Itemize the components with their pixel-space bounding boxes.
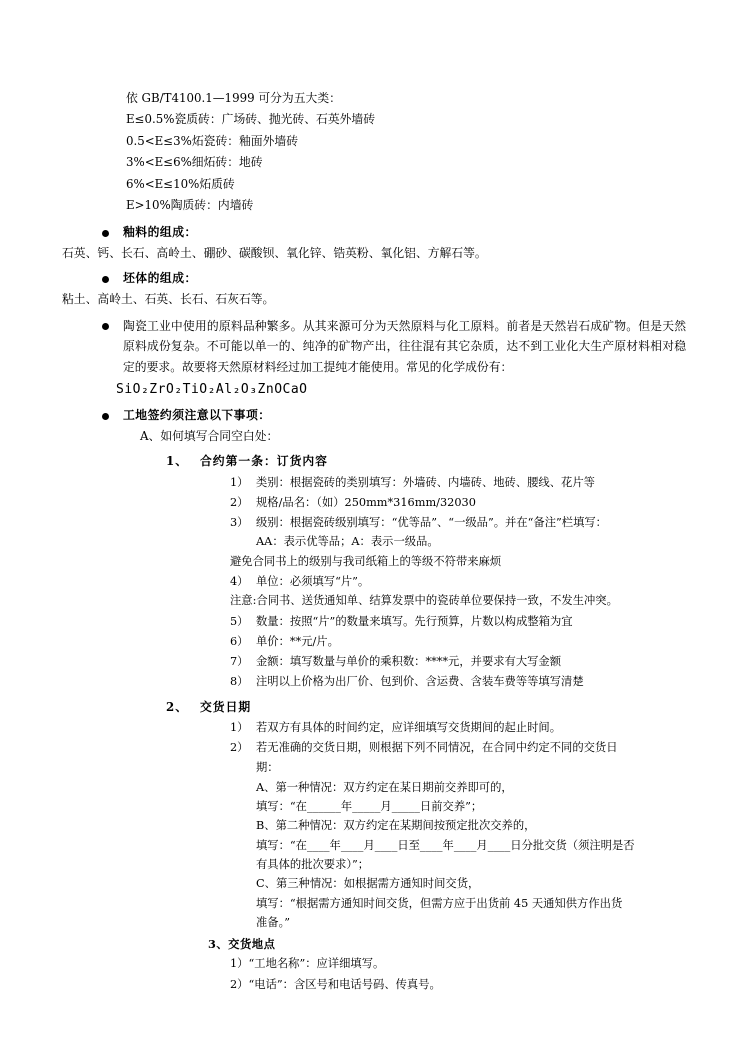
item-index: 1） — [230, 720, 249, 734]
section-2-item — [230, 719, 686, 737]
bullet-raw-materials — [102, 316, 686, 378]
site-signing-label: 工地签约须注意以下事项： — [123, 408, 271, 423]
chemical-formula: SiO₂ZrO₂TiO₂Al₂O₃ZnOCaO — [116, 382, 308, 398]
bullet-label: 坯体的组成： — [123, 271, 197, 286]
section-3-number: 3、 — [208, 937, 229, 952]
bullet-site-signing — [102, 406, 686, 425]
item-text: “电话”：含区号和电话号码、传真号。 — [248, 977, 441, 991]
item-text: 单位：必须填写“片”。 — [256, 575, 370, 588]
classification-line: E>10%陶质砖：内墙砖 — [126, 198, 254, 213]
section-1-item-continuation: AA：表示优等品；A：表示一级品。 — [256, 535, 439, 549]
item-text: 若无准确的交货日期，则根据下列不同情况，在合同中约定不同的交货日 — [256, 741, 618, 755]
section-2-case-line: 准备。” — [256, 915, 291, 929]
classification-line: 依 GB/T4100.1—1999 可分为五大类： — [126, 91, 341, 105]
section-3-item — [230, 955, 686, 973]
item-index: 1） — [230, 957, 249, 971]
item-index: 6） — [230, 634, 249, 648]
section-1-heading — [166, 452, 686, 471]
section-2-title: 交货日期 — [200, 699, 252, 714]
section-1-item — [230, 653, 686, 671]
section-2-case-line: C、第三种情况：如根据需方通知时间交货， — [256, 877, 480, 891]
section-2-heading — [166, 698, 686, 717]
bullet-glaze-body: 石英、钙、长石、高岭土、硼砂、碳酸钡、氧化锌、锆英粉、氧化铝、方解石等。 — [62, 245, 487, 260]
item-text: 单价：**元/片。 — [256, 634, 339, 648]
bullet-body-composition — [102, 269, 686, 288]
section-1-note: 避免合同书上的级别与我司纸箱上的等级不符带来麻烦 — [230, 554, 502, 568]
section-1-item — [230, 613, 686, 631]
chemical-formula-row — [116, 379, 686, 400]
section-2-case-line: B、第二种情况：双方约定在某期间按预定批次交养的， — [256, 819, 536, 833]
item-text: 注明以上价格为出厂价、包到价、含运费、含装车费等等填写清楚 — [256, 675, 584, 689]
item-index: 5） — [230, 614, 249, 628]
bullet-dot-icon — [102, 413, 109, 420]
item-text: 级别：根据瓷砖级别填写：“优等品”、“一级品”。并在“备注”栏填写： — [256, 516, 607, 530]
classification-line: 0.5<E≤3%炻瓷砖：釉面外墙砖 — [126, 133, 299, 148]
section-a-heading: A、如何填写合同空白处： — [140, 429, 279, 444]
section-1-item — [230, 573, 686, 591]
section-1-item — [230, 633, 686, 651]
item-text: 类别：根据瓷砖的类别填写：外墙砖、内墙砖、地砖、腰线、花片等 — [256, 475, 595, 489]
section-1-title: 合约第一条：订货内容 — [200, 454, 328, 469]
section-2-case-line: 有具体的批次要求）”； — [256, 857, 370, 871]
section-1-unit-note: 注意:合同书、送货通知单、结算发票中的瓷砖单位要保持一致，不发生冲突。 — [230, 594, 618, 608]
section-3-title: 交货地点 — [228, 937, 276, 952]
section-1-item — [230, 494, 686, 512]
section-3-item — [230, 976, 686, 994]
item-index: 3） — [230, 516, 249, 530]
bullet-dot-icon — [102, 276, 109, 283]
item-index: 1） — [230, 475, 249, 489]
section-2-case-line: 填写：“在____年____月____日至____年____月____日分批交货（须注明是否 — [256, 838, 635, 852]
raw-materials-paragraph: 陶瓷工业中使用的原料品种繁多。从其来源可分为天然原料与化工原料。前者是天然岩石成矿物。但是天然原料成份复杂。不可能以单一的、纯净的矿物产出，往往混有其它杂质，达不到工业化大生产原材料相对稳定的要求。故要将天然原材料经过加工提纯才能使用。常见的化学成份有： — [123, 318, 686, 374]
section-2-item — [230, 739, 686, 757]
section-1-item — [230, 474, 686, 492]
section-2-case-line: A、第一种情况：双方约定在某日期前交养即可的， — [256, 780, 513, 794]
classification-line: 3%<E≤6%细炻砖：地砖 — [126, 155, 263, 170]
bullet-body-text: 粘土、高岭土、石英、长石、石灰石等。 — [62, 292, 275, 307]
bullet-glaze-composition — [102, 223, 686, 242]
bullet-dot-icon — [102, 230, 109, 237]
bullet-label: 釉料的组成： — [123, 224, 197, 239]
section-2-item-continuation — [230, 759, 686, 777]
item-text: “工地名称”：应详细填写。 — [248, 957, 385, 971]
section-2-case-line: 填写：“在______年_____月_____日前交养”； — [256, 800, 483, 814]
item-index: 2） — [230, 741, 249, 755]
section-3-heading — [208, 935, 686, 953]
section-2-number: 2、 — [166, 699, 189, 714]
classification-line: 6%<E≤10%炻质砖 — [126, 176, 235, 191]
section-1-item — [230, 514, 686, 532]
item-text: 期： — [256, 761, 279, 775]
item-text: 数量：按照“片”的数量来填写。先行预算，片数以构成整箱为宜 — [256, 614, 573, 628]
item-index: 2） — [230, 495, 249, 509]
classification-block — [126, 88, 686, 217]
section-2-case-line: 填写：“根据需方通知时间交货，但需方应于出货前 45 天通知供方作出货 — [256, 896, 623, 910]
item-text: 金额：填写数量与单价的乘积数：****元，并要求有大写金额 — [256, 655, 562, 669]
item-index: 7） — [230, 655, 249, 669]
classification-line: E≤0.5%瓷质砖：广场砖、抛光砖、石英外墙砖 — [126, 112, 376, 127]
item-index: 4） — [230, 575, 249, 588]
item-text: 若双方有具体的时间约定，应详细填写交货期间的起止时间。 — [256, 720, 562, 734]
item-index: 8） — [230, 675, 249, 689]
item-text: 规格/品名：（如）250mm*316mm/32030 — [256, 495, 476, 509]
item-index: 2） — [230, 977, 249, 991]
document-body — [62, 88, 686, 994]
bullet-dot-icon — [102, 323, 109, 330]
section-1-number: 1、 — [166, 454, 189, 469]
section-1-item — [230, 673, 686, 691]
